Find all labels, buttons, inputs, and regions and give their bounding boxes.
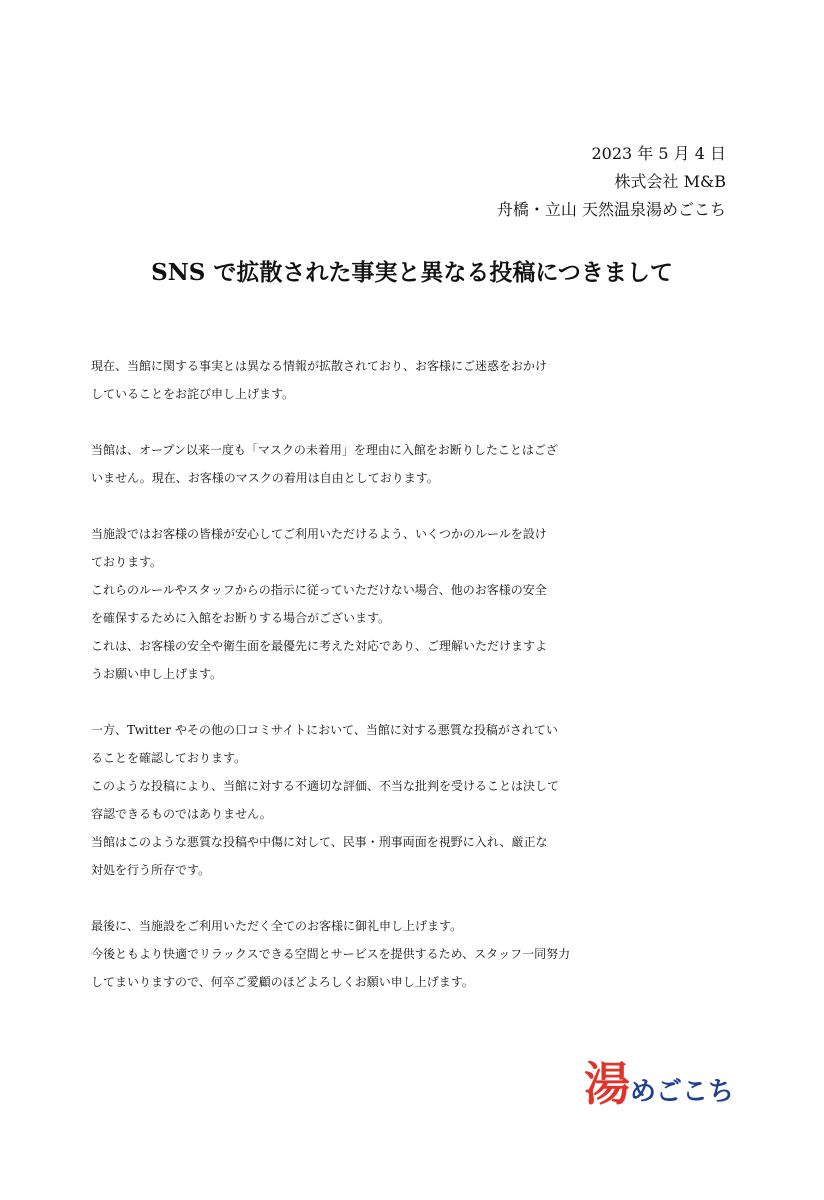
paragraph [91, 436, 751, 492]
paragraph-line: していることをお詫び申し上げます。 [91, 387, 295, 401]
facility-name: 舟橋・立山 天然温泉湯めごこち [496, 200, 726, 219]
paragraph [91, 716, 751, 884]
paragraph [91, 912, 751, 996]
issue-date: 2023 年 5 月 4 日 [591, 144, 726, 163]
document-body [91, 352, 751, 1024]
document-title-text: SNS で拡散された事実と異なる投稿につきまして [151, 259, 673, 286]
paragraph-line: 容認できるものではありません。 [91, 807, 272, 821]
paragraph [91, 352, 751, 408]
paragraph-line: 当館はこのような悪質な投稿や中傷に対して、民事・刑事両面を視野に入れ、厳正な [91, 835, 548, 849]
company-name: 株式会社 M&B [614, 172, 726, 191]
paragraph-line: 一方、Twitter やその他の口コミサイトにおいて、当館に対する悪質な投稿がされてい [91, 723, 558, 737]
sender-block [497, 140, 726, 224]
paragraph-line: うお願い申し上げます。 [91, 667, 223, 681]
logo-first-char: 湯 [584, 1057, 630, 1111]
paragraph-line: このような投稿により、当館に対する不適切な評価、不当な批判を受けることは決して [91, 779, 560, 793]
paragraph-line: 最後に、当施設をご利用いただく全てのお客様に御礼申し上げます。 [91, 919, 463, 933]
paragraph-line: これらのルールやスタッフからの指示に従っていただけない場合、他のお客様の安全 [91, 583, 547, 597]
paragraph [91, 520, 751, 688]
paragraph-line: 当施設ではお客様の皆様が安心してご利用いただけるよう、いくつかのルールを設け [91, 527, 547, 541]
paragraph-line: 現在、当館に関する事実とは異なる情報が拡散されており、お客様にご迷惑をおかけ [91, 359, 548, 373]
company-logo [584, 1052, 734, 1112]
paragraph-line: ることを確認しております。 [91, 751, 247, 765]
paragraph-line: ております。 [91, 555, 163, 569]
paragraph-line: してまいりますので、何卒ご愛顧のほどよろしくお願い申し上げます。 [91, 975, 474, 989]
paragraph-line: これは、お客様の安全や衛生面を最優先に考えた対応であり、ご理解いただけますよ [91, 639, 548, 653]
logo-rest: めごこち [630, 1077, 734, 1107]
paragraph-line: 当館は、オープン以来一度も「マスクの未着用」を理由に入館をお断りしたことはござ [91, 443, 558, 457]
document-title [0, 257, 824, 289]
paragraph-line: を確保するために入館をお断りする場合がございます。 [91, 611, 391, 625]
paragraph-line: 対処を行う所存です。 [91, 863, 211, 877]
paragraph-line: いません。現在、お客様のマスクの着用は自由としております。 [91, 471, 439, 485]
paragraph-line: 今後ともより快適でリラックスできる空間とサービスを提供するため、スタッフ一同努力 [91, 947, 571, 961]
